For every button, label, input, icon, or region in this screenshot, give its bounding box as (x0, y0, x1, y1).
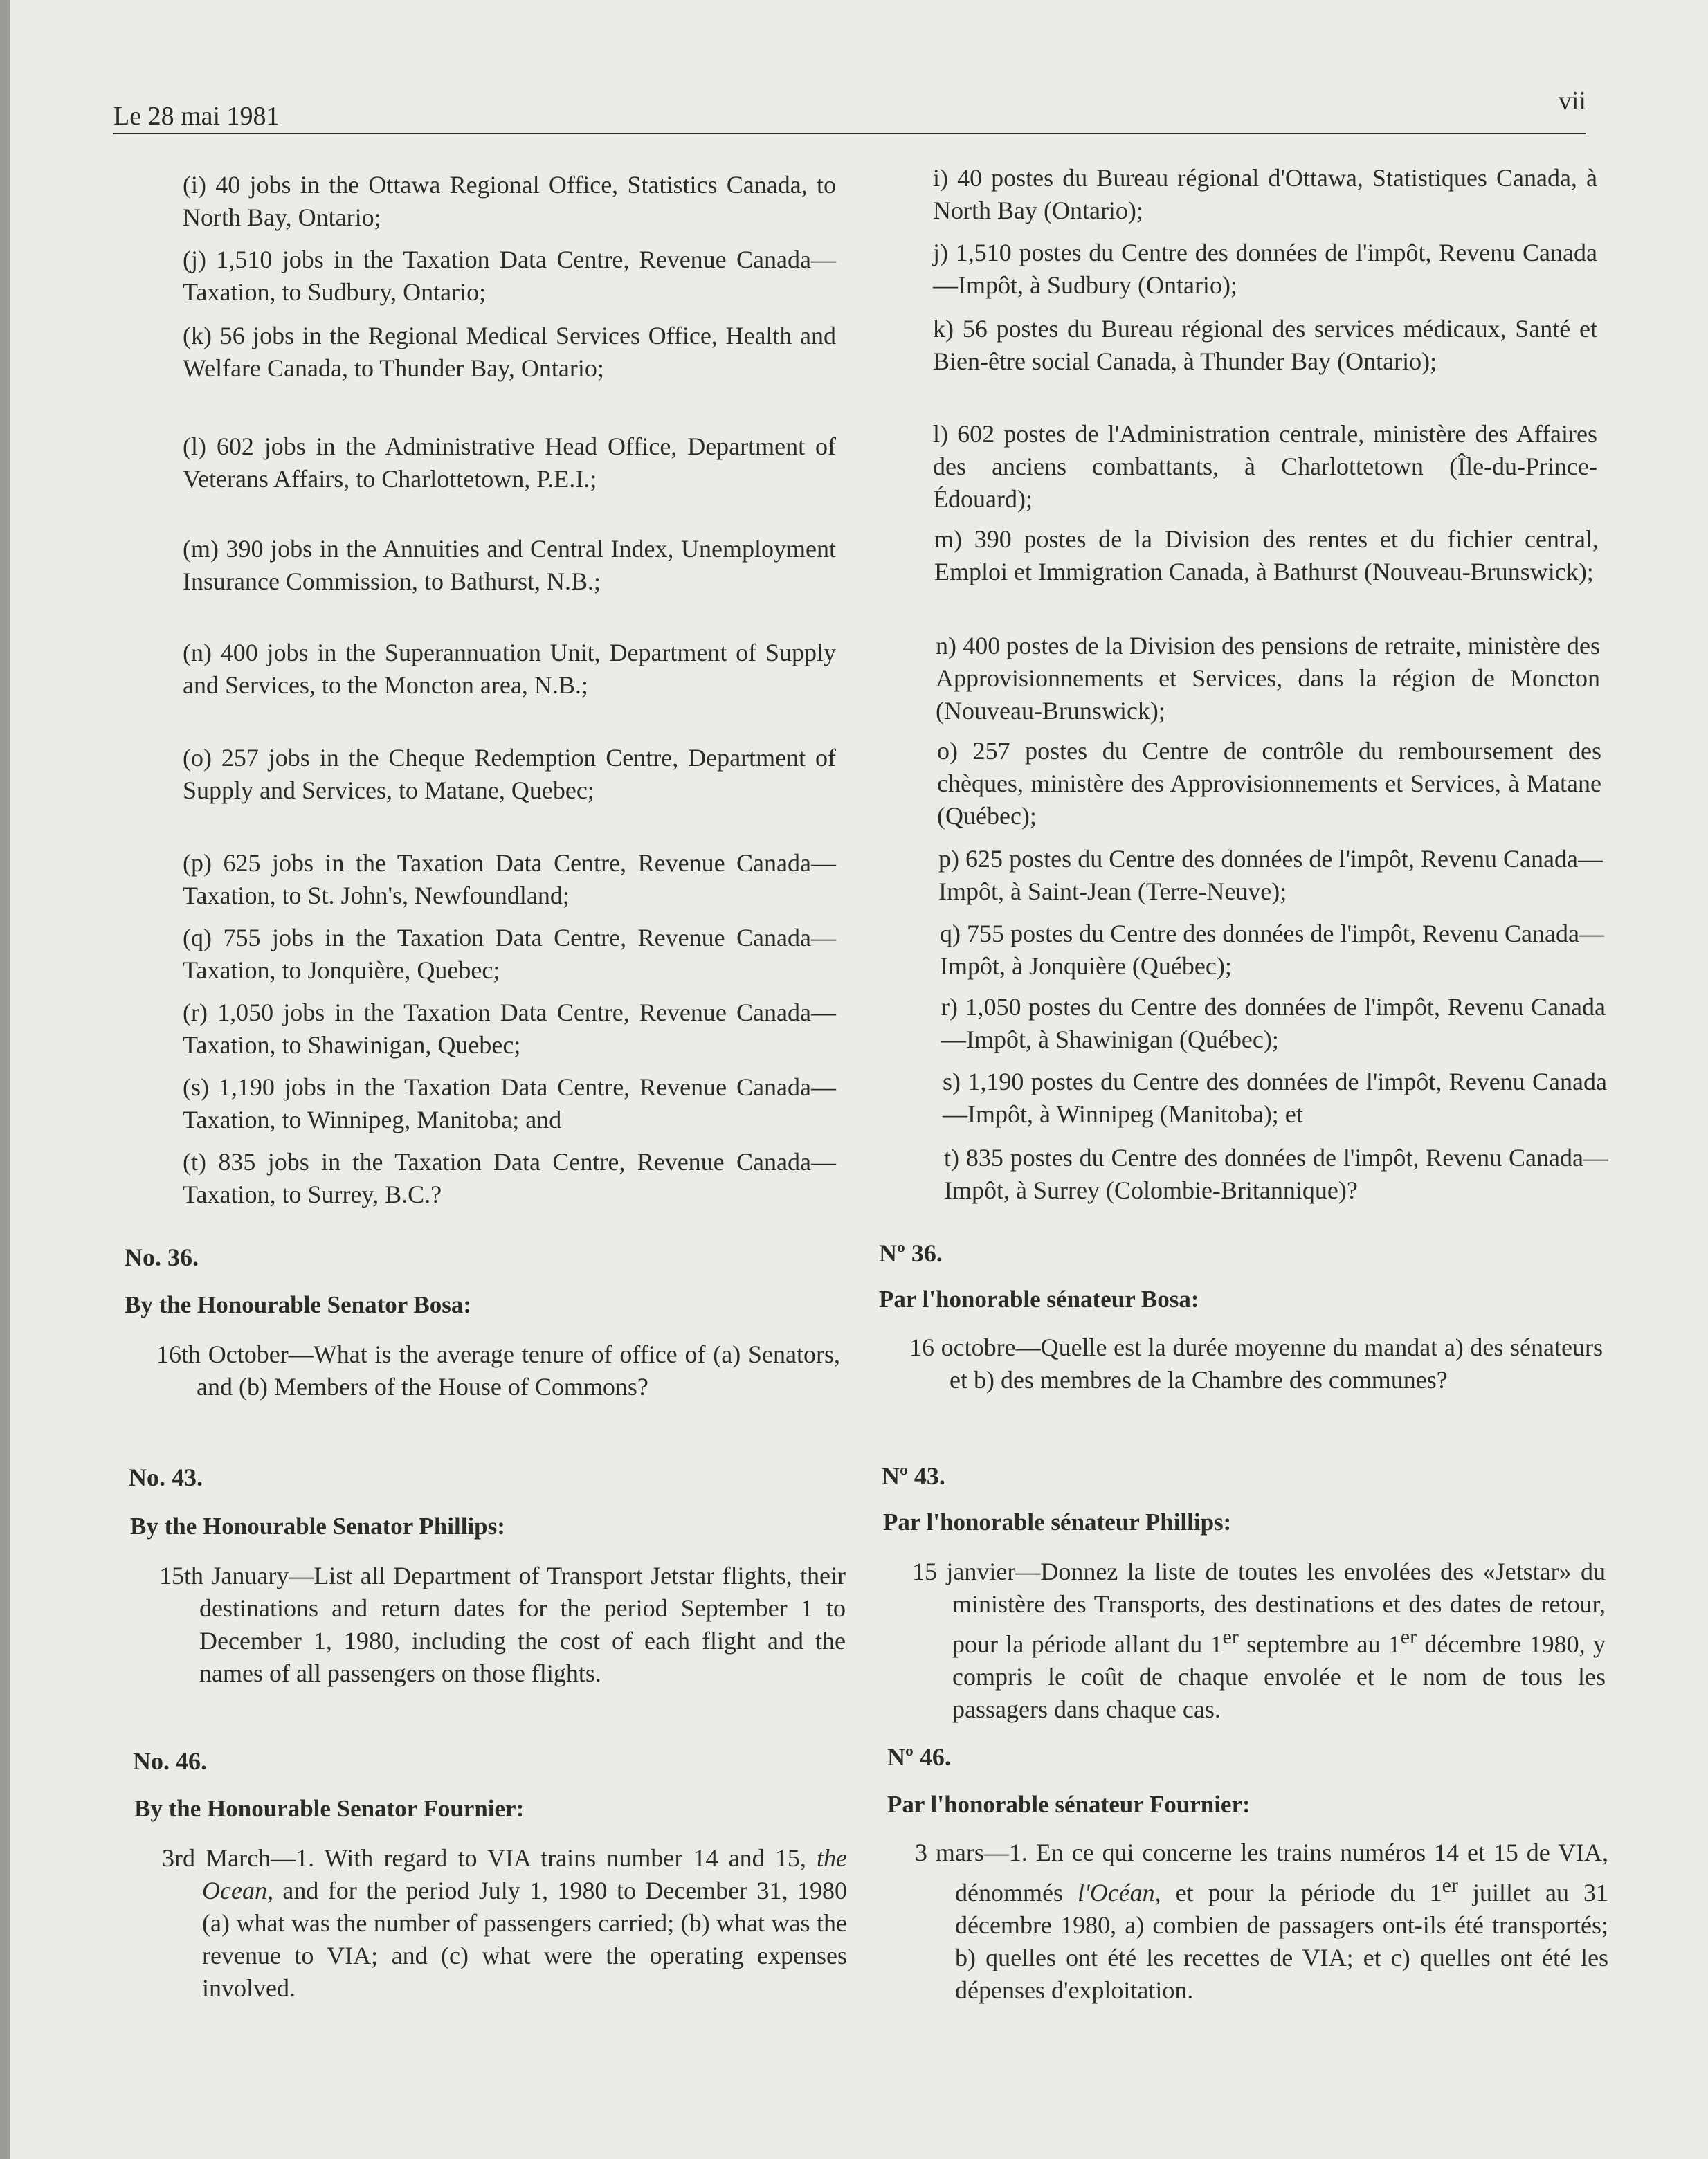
list-item: i) 40 postes du Bureau régional d'Ottawa, Statistiques Canada, à North Bay (Ontario); (933, 164, 1597, 224)
question-author: Par l'honorable sénateur Fournier: (887, 1791, 1251, 1818)
list-item: (n) 400 jobs in the Superannuation Unit, Department of Supply and Services, to the Moncton area, N.B.; (183, 639, 836, 699)
question-text-part: and for the period July 1, 1980 to December 31, 1980 (a) what was the number of passengers carried; (b) what was the revenue to VIA; and (c) what were the operating expenses involved. (202, 1877, 847, 2002)
question-number: No. 36. (125, 1244, 199, 1271)
list-item: r) 1,050 postes du Centre des données de l'impôt, Revenu Canada—Impôt, à Shawinigan (Québec); (941, 993, 1606, 1053)
question-author: By the Honourable Senator Phillips: (130, 1513, 505, 1540)
question-number: Nº 43. (882, 1462, 945, 1490)
list-item: q) 755 postes du Centre des données de l'impôt, Revenu Canada—Impôt, à Jonquière (Québec); (940, 920, 1604, 980)
list-item: t) 835 postes du Centre des données de l'impôt, Revenu Canada—Impôt, à Surrey (Colombie-Britannique)? (944, 1144, 1608, 1204)
list-item: (l) 602 jobs in the Administrative Head Office, Department of Veterans Affairs, to Charlottetown, P.E.I.; (183, 432, 836, 493)
list-item: (r) 1,050 jobs in the Taxation Data Centre, Revenue Canada—Taxation, to Shawinigan, Quebec; (183, 999, 836, 1059)
list-item: (o) 257 jobs in the Cheque Redemption Centre, Department of Supply and Services, to Matane, Quebec; (183, 744, 836, 804)
question-text-part: septembre au 1 (1238, 1630, 1401, 1658)
question-text (912, 1556, 1606, 1726)
question-text (162, 1842, 847, 2005)
list-item: k) 56 postes du Bureau régional des services médicaux, Santé et Bien-être social Canada, à Thunder Bay (Ontario); (933, 315, 1597, 375)
list-item: (q) 755 jobs in the Taxation Data Centre, Revenue Canada—Taxation, to Jonquière, Quebec; (183, 924, 836, 984)
question-text (915, 1837, 1608, 2007)
question-text: 16th October—What is the average tenure of office of (a) Senators, and (b) Members of the House of Commons? (156, 1340, 840, 1401)
question-number: No. 46. (133, 1747, 207, 1775)
question-author: Par l'honorable sénateur Bosa: (879, 1286, 1199, 1313)
list-item: m) 390 postes de la Division des rentes et du fichier central, Emploi et Immigration Canada, à Bathurst (Nouveau-Brunswick); (934, 525, 1599, 585)
train-name: the Ocean, (202, 1844, 847, 1904)
question-author: Par l'honorable sénateur Phillips: (883, 1509, 1232, 1536)
page-binding-edge (0, 0, 10, 2159)
list-item: s) 1,190 postes du Centre des données de l'impôt, Revenu Canada—Impôt, à Winnipeg (Manitoba); et (943, 1068, 1607, 1128)
list-item: (t) 835 jobs in the Taxation Data Centre, Revenue Canada—Taxation, to Surrey, B.C.? (183, 1148, 836, 1208)
list-item: (m) 390 jobs in the Annuities and Central Index, Unemployment Insurance Commission, to Bathurst, N.B.; (183, 535, 836, 595)
question-text: 16 octobre—Quelle est la durée moyenne du mandat a) des sénateurs et b) des membres de la Chambre des communes? (909, 1333, 1603, 1394)
list-item: n) 400 postes de la Division des pensions de retraite, ministère des Approvisionnements et Services, dans la région de Moncton (Nouveau-Brunswick); (936, 632, 1600, 725)
list-item: o) 257 postes du Centre de contrôle du remboursement des chèques, ministère des Approvisionnements et Services, à Matane (Québec); (937, 737, 1601, 830)
question-text-part: 3 mars—1. En ce qui concerne les trains numéros 14 et 15 de VIA, dénommés (915, 1839, 1608, 1906)
question-text-part: 15 janvier—Donnez la liste de toutes les envolées des «Jetstar» du ministère des Transports, des destinations et des dates de retour, pour la période allant du 1 (912, 1558, 1606, 1658)
question-number: Nº 36. (879, 1239, 943, 1267)
list-item: (k) 56 jobs in the Regional Medical Services Office, Health and Welfare Canada, to Thunder Bay, Ontario; (183, 322, 836, 382)
header-rule (113, 133, 1586, 134)
question-text: 15th January—List all Department of Transport Jetstar flights, their destinations and return dates for the period September 1 to December 1, 1980, including the cost of each flight and the names of all passengers on those flights. (159, 1562, 846, 1687)
train-name: l'Océan, (1078, 1879, 1161, 1906)
list-item: j) 1,510 postes du Centre des données de l'impôt, Revenu Canada—Impôt, à Sudbury (Ontario); (933, 239, 1597, 299)
list-item: (s) 1,190 jobs in the Taxation Data Centre, Revenue Canada—Taxation, to Winnipeg, Manitoba; and (183, 1073, 836, 1133)
question-number: No. 43. (129, 1464, 203, 1491)
list-item: (p) 625 jobs in the Taxation Data Centre, Revenue Canada—Taxation, to St. John's, Newfoundland; (183, 849, 836, 909)
list-item: p) 625 postes du Centre des données de l'impôt, Revenu Canada—Impôt, à Saint-Jean (Terre-Neuve); (938, 845, 1603, 905)
list-item: l) 602 postes de l'Administration centrale, ministère des Affaires des anciens combattants, à Charlottetown (Île-du-Prince-Édouard); (933, 420, 1597, 513)
header-page-number: vii (1558, 86, 1586, 116)
list-item: (j) 1,510 jobs in the Taxation Data Centre, Revenue Canada—Taxation, to Sudbury, Ontario; (183, 246, 836, 306)
question-text-part: décembre 1980, y compris le coût de chaque envolée et le nom de tous les passagers dans chaque cas. (952, 1630, 1606, 1723)
question-number: Nº 46. (887, 1743, 951, 1771)
ordinal-suffix: er (1442, 1874, 1458, 1897)
question-text-part: et pour la période du 1 (1161, 1879, 1442, 1906)
question-author: By the Honourable Senator Fournier: (134, 1795, 525, 1822)
list-item: (i) 40 jobs in the Ottawa Regional Office, Statistics Canada, to North Bay, Ontario; (183, 171, 836, 231)
question-author: By the Honourable Senator Bosa: (125, 1291, 472, 1318)
ordinal-suffix: er (1222, 1625, 1239, 1648)
header-date: Le 28 mai 1981 (113, 102, 280, 131)
question-text-part: juillet au 31 décembre 1980, a) combien de passagers ont-ils été transportés; b) quelles ont été les recettes de VIA; et c) quelles ont été les dépenses d'exploitation. (955, 1879, 1608, 2004)
ordinal-suffix: er (1400, 1625, 1417, 1648)
question-text-part: 3rd March—1. With regard to VIA trains number 14 and 15, (162, 1844, 817, 1872)
